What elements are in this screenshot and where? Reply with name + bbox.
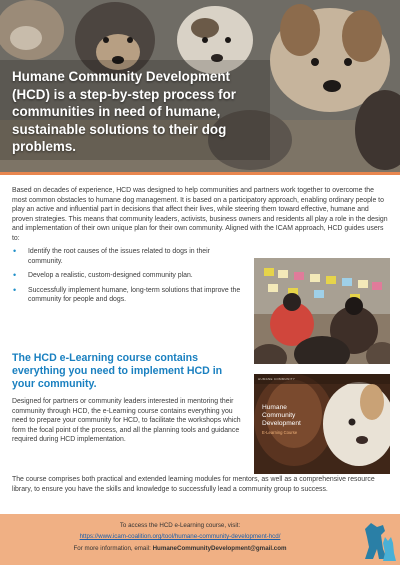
footer-access-text: To access the HCD e-Learning course, visit: [119,522,241,529]
designed-paragraph: Designed for partners or community leaders interested in mentoring their community through HCD, the e-Learning course contains everything you need to prepare your community for HCD, to facilitate the workshops which form the focal point of the process, and all the planning tools and guidance required during HCD implementation. [12,398,241,444]
list-item [12,271,244,281]
goals-list [12,247,244,310]
workshop-photo-image [254,258,390,364]
contact-label: For more information, email: [73,545,151,552]
cover-top-text: HUMANE COMMUNITY [258,377,296,381]
list-item-text: Develop a realistic, custom-designed community plan. [28,272,193,280]
list-item-text: Successfully implement humane, long-term solutions that improve the community for people and dogs. [28,286,241,304]
hero-banner [0,0,400,172]
cover-title: Humane Community Development [262,404,301,427]
bullet-icon: • [13,270,17,281]
list-item-text: Identify the root causes of the issues related to dogs in their community. [28,248,210,265]
cover-subtitle: E-Learning Course [262,430,298,435]
dog-cat-silhouette-icon [361,519,397,563]
footer-contact [0,545,360,552]
divider-line [0,172,400,175]
contact-email[interactable]: HumaneCommunityDevelopment@gmail.com [152,545,287,552]
course-link[interactable]: https://www.icam-coalition.org/tool/humane-community-development-hcd/ [79,533,281,540]
list-item [12,247,244,266]
elearning-heading: The HCD e-Learning course contains everything you need to implement HCD in your community. [12,352,223,390]
workshop-photo [254,258,390,364]
bullet-icon: • [13,284,17,295]
bullet-icon: • [13,246,17,256]
course-cover-image [254,374,390,474]
intro-paragraph: Based on decades of experience, HCD was designed to help communities and partners work together to overcome the most common obstacles to humane dog management. It is based on a participatory approach, enabling ordinary people to play an active and influential part in decisions that affect their lives, while steering them toward effective, humane and proven strategies. This means that community leaders, activists, business owners and residents all play a role in the design and implementation of their own unique plan for their own community. Aligned with the ICAM approach, HCD guides users to: [12,187,388,242]
hero-title: Humane Community Development (HCD) is a step-by-step process for communities in need of humane, sustainable solutions to their dog problems. [12,69,236,154]
comprises-paragraph: The course comprises both practical and extended learning modules for mentors, as well as a comprehensive resource library, to ensure you have the skills and knowledge to successfully lead a community group to success. [12,476,375,493]
list-item [12,286,244,305]
